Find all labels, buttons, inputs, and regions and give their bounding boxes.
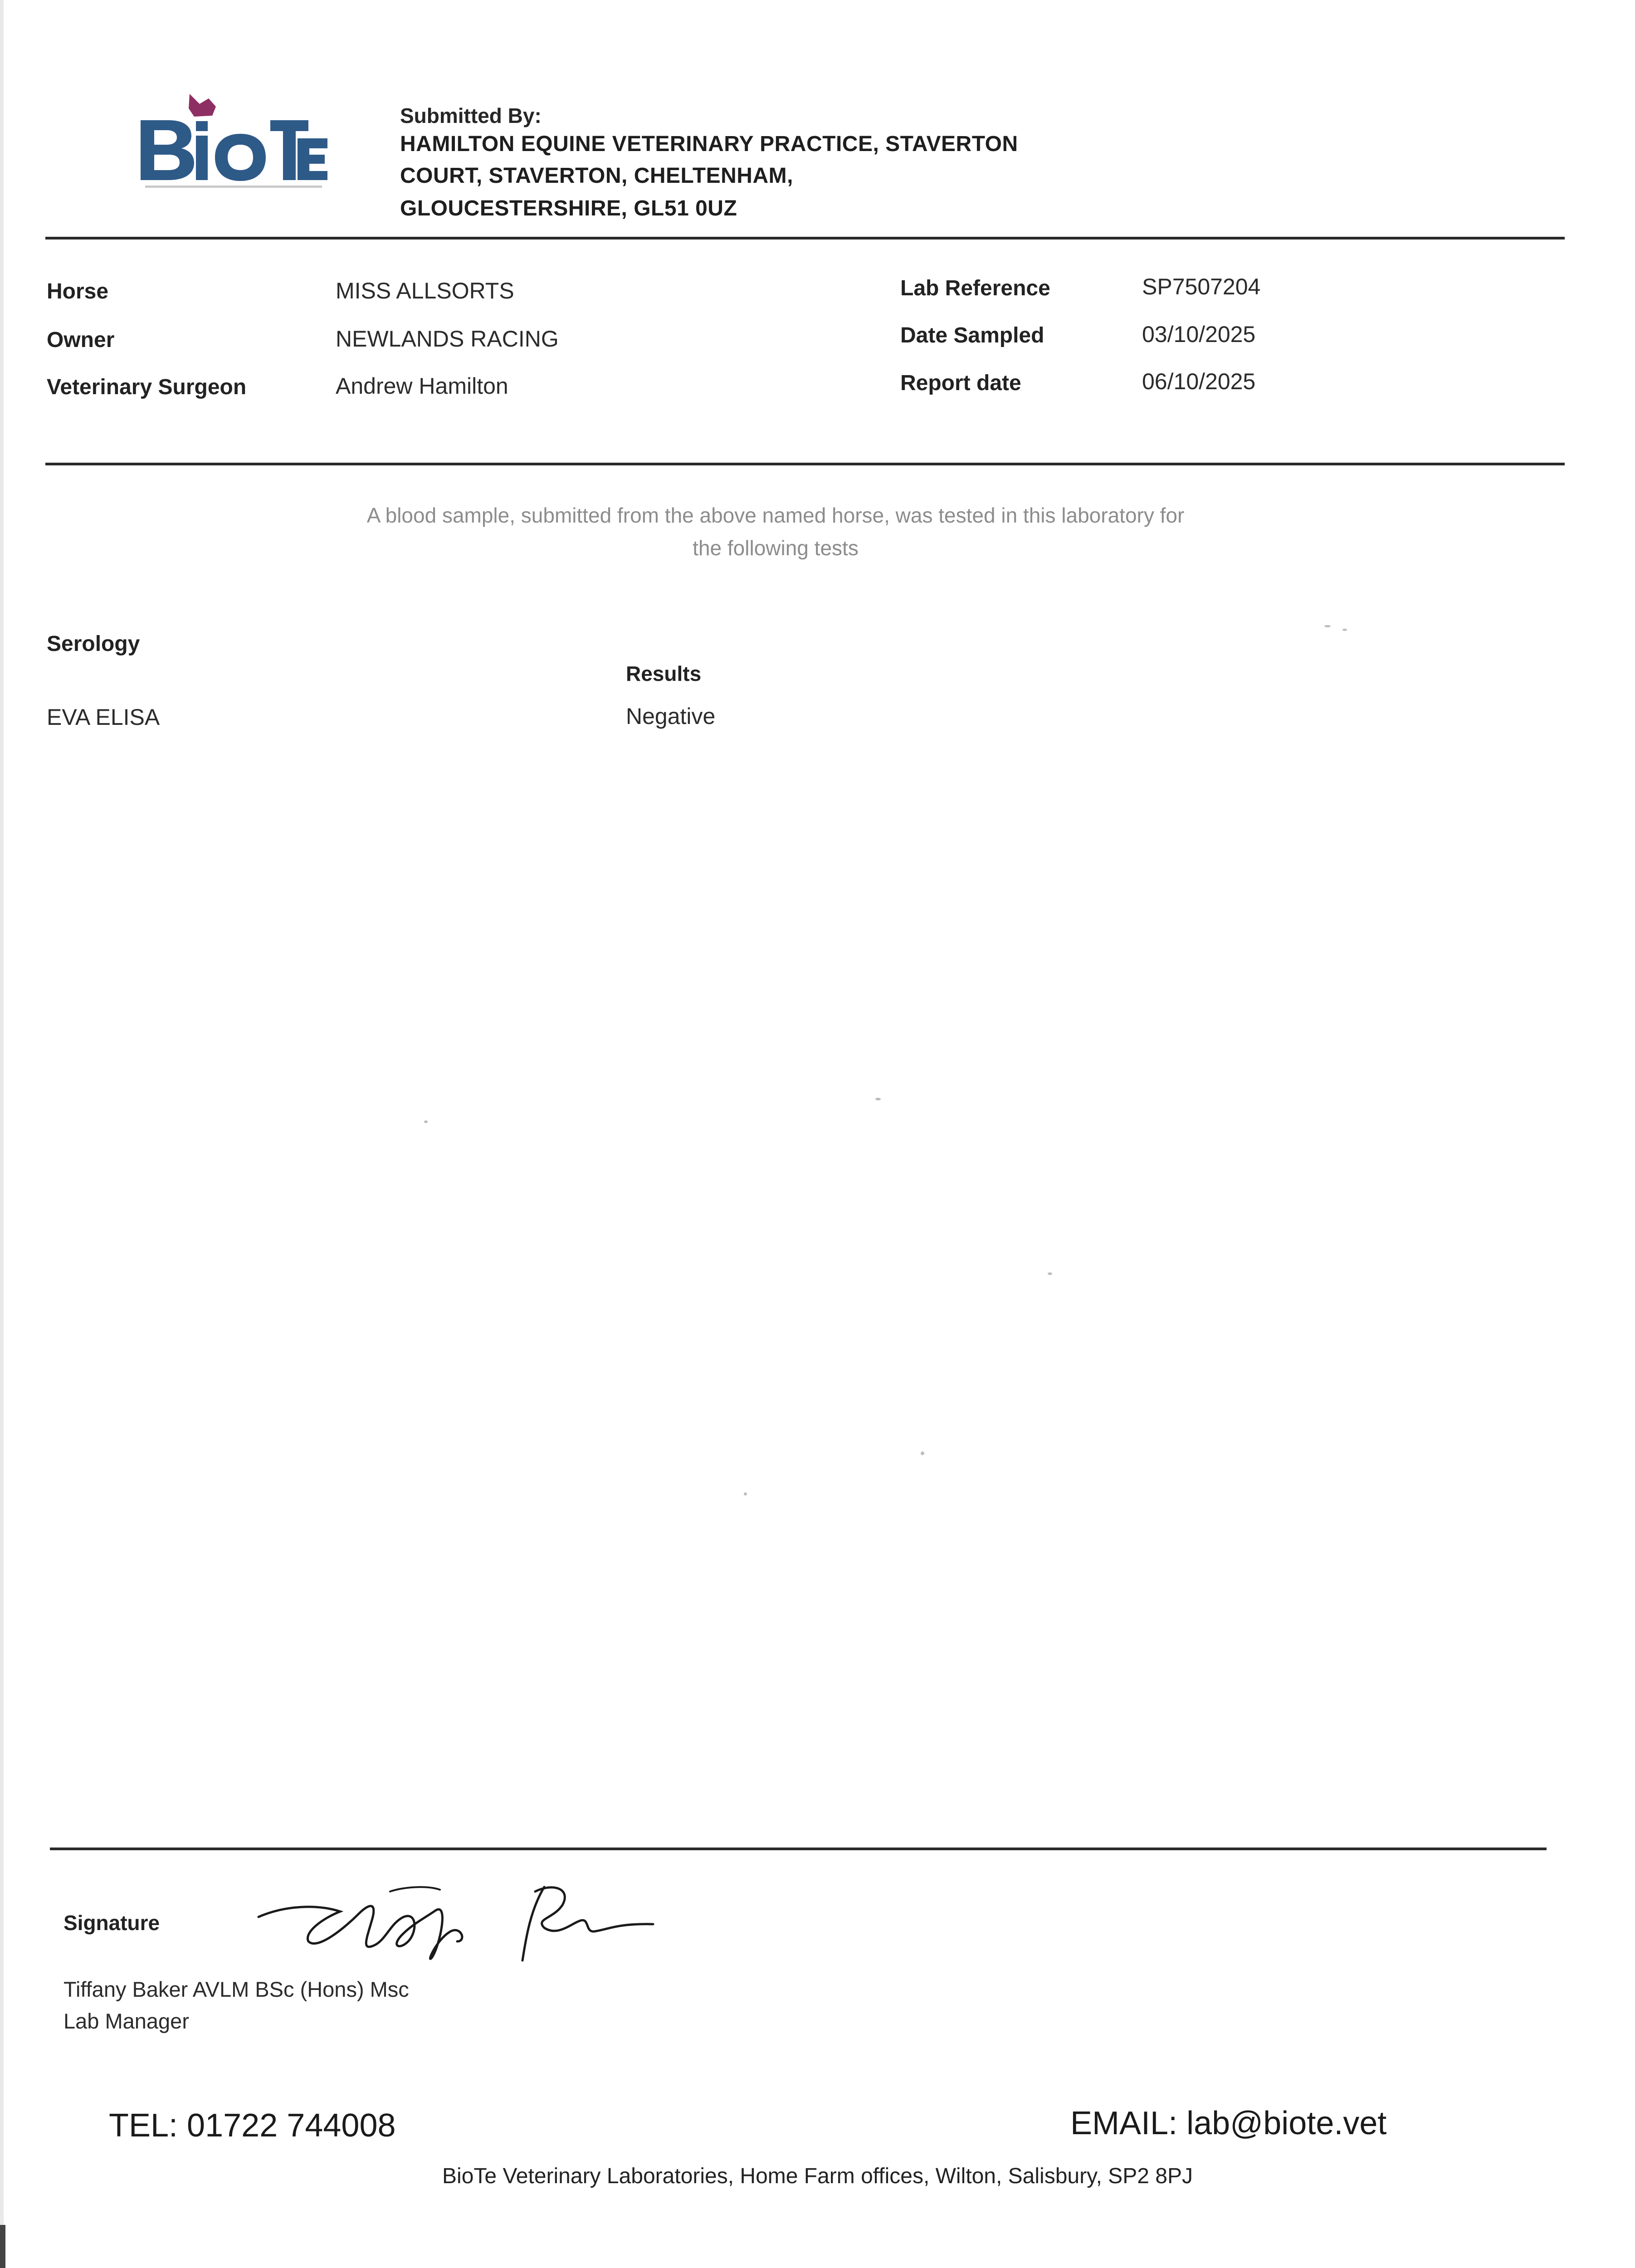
scan-edge-mark	[0, 2225, 5, 2268]
signature-scribble-icon	[254, 1873, 685, 1978]
scan-speck	[875, 1098, 881, 1100]
submitter-address-line-1: HAMILTON EQUINE VETERINARY PRACTICE, STAVERTON	[400, 132, 1018, 156]
biote-logo	[136, 88, 331, 193]
report-date-label: Report date	[900, 371, 1021, 395]
handwritten-signature	[254, 1873, 685, 1978]
owner-label: Owner	[47, 328, 115, 352]
scan-speck	[424, 1120, 428, 1123]
lab-reference-value: SP7507204	[1142, 274, 1261, 299]
horse-value: MISS ALLSORTS	[336, 278, 514, 303]
signatory-name: Tiffany Baker AVLM BSc (Hons) Msc	[63, 1977, 409, 2001]
biote-logo-bird-icon	[136, 88, 331, 193]
footer-email: EMAIL: lab@biote.vet	[1070, 2105, 1387, 2141]
submitter-address-line-2: COURT, STAVERTON, CHELTENHAM,	[400, 164, 793, 188]
scan-speck	[744, 1492, 747, 1496]
scan-edge-shadow	[0, 0, 4, 2268]
signature-divider	[50, 1848, 1547, 1850]
serology-heading: Serology	[47, 632, 140, 656]
scan-speck	[1324, 625, 1331, 627]
scan-speck	[921, 1452, 924, 1455]
date-sampled-value: 03/10/2025	[1142, 322, 1256, 347]
owner-value: NEWLANDS RACING	[336, 326, 559, 352]
intro-line-1: A blood sample, submitted from the above named horse, was tested in this laboratory for	[366, 503, 1185, 527]
test-result: Negative	[626, 704, 716, 729]
scan-speck	[1048, 1272, 1052, 1275]
submitted-by-label: Submitted By:	[400, 104, 542, 127]
test-name: EVA ELISA	[47, 704, 160, 730]
lab-reference-label: Lab Reference	[900, 276, 1050, 300]
submitter-address-line-3: GLOUCESTERSHIRE, GL51 0UZ	[400, 196, 737, 220]
details-divider	[45, 463, 1565, 465]
signatory-role: Lab Manager	[63, 2009, 189, 2033]
signature-label: Signature	[63, 1911, 160, 1935]
vet-surgeon-label: Veterinary Surgeon	[47, 375, 247, 399]
footer-telephone: TEL: 01722 744008	[109, 2107, 396, 2144]
vet-surgeon-value: Andrew Hamilton	[336, 373, 508, 399]
scan-speck	[1342, 629, 1347, 631]
report-date-value: 06/10/2025	[1142, 369, 1256, 394]
results-header: Results	[626, 662, 702, 685]
date-sampled-label: Date Sampled	[900, 323, 1044, 347]
footer-address: BioTe Veterinary Laboratories, Home Farm offices, Wilton, Salisbury, SP2 8PJ	[442, 2164, 1193, 2188]
intro-text	[254, 499, 1297, 564]
header-divider	[45, 237, 1565, 240]
horse-label: Horse	[47, 279, 109, 303]
intro-line-2: the following tests	[693, 536, 859, 560]
